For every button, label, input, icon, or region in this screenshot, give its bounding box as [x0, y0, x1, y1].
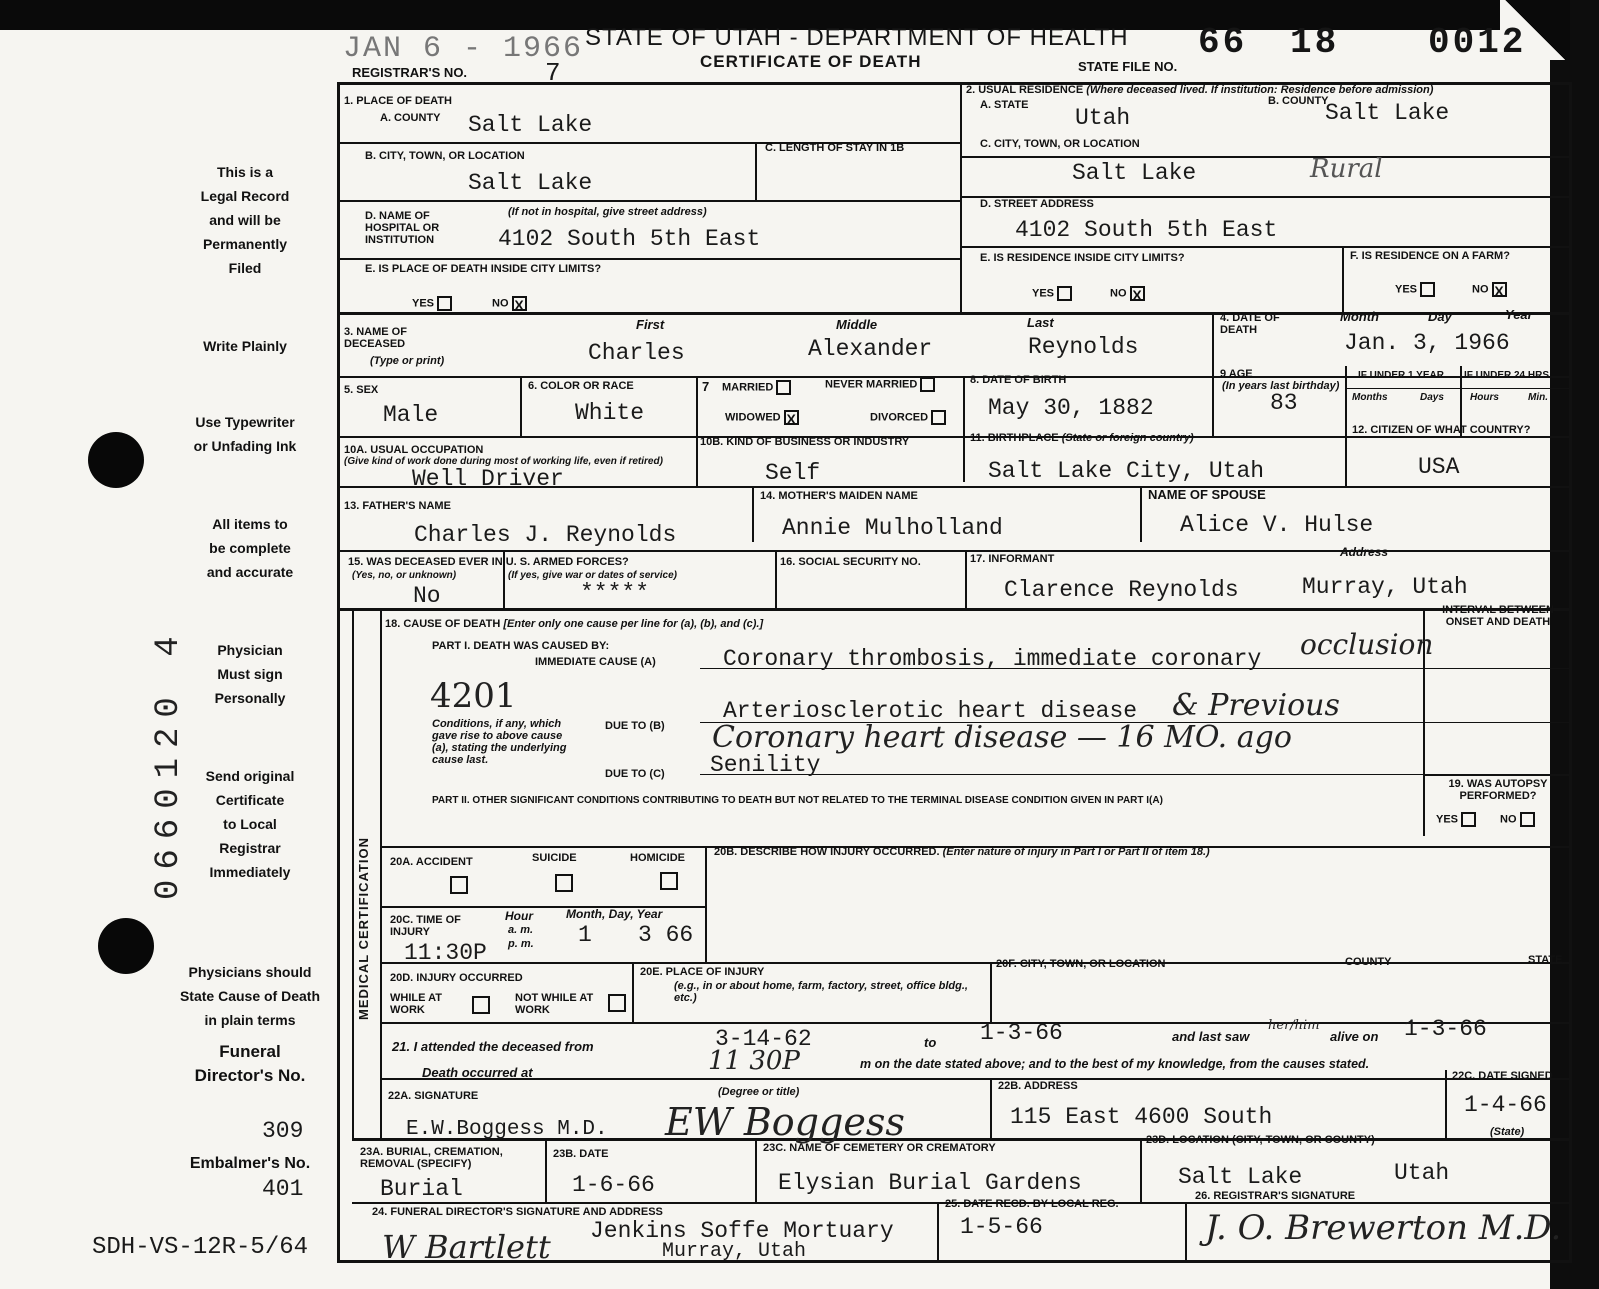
alive-on-value: 1-3-66 — [1404, 1016, 1487, 1042]
injury-date-value: 3 66 — [638, 922, 694, 948]
autopsy-no: NO — [1500, 812, 1535, 827]
first-name-value: Charles — [588, 340, 685, 366]
label-hour: Hour — [505, 909, 533, 923]
farm-no-checkbox[interactable]: X — [1492, 282, 1507, 297]
dob-value: May 30, 1882 — [988, 395, 1154, 421]
res-inside-no-checkbox[interactable]: X — [1130, 286, 1145, 301]
informant-value: Clarence Reynolds — [1004, 577, 1239, 603]
label-cemetery: 23C. NAME OF CEMETERY OR CREMATORY — [763, 1142, 996, 1154]
label-not-while-work: NOT WHILE AT WORK — [515, 992, 594, 1017]
farm-no: NO X — [1472, 282, 1507, 297]
cause-b-value: Arteriosclerotic heart disease — [723, 698, 1138, 724]
death-city-value: Salt Lake — [468, 170, 593, 196]
race-value: White — [575, 400, 645, 426]
grid-line — [380, 1022, 1572, 1024]
residence-state-value: Utah — [1075, 105, 1131, 131]
death-county-value: Salt Lake — [468, 112, 593, 138]
label-age: 9 AGE — [1220, 368, 1253, 380]
attended-from-value: 3-14-62 — [715, 1026, 812, 1052]
form-number: SDH-VS-12R-5/64 — [92, 1234, 309, 1261]
state-file-part-c: 0012 — [1428, 22, 1527, 63]
label-usual-residence: 2. USUAL RESIDENCE (Where deceased lived. If institution: Residence before admission) — [966, 84, 1434, 96]
label-hospital-note: (If not in hospital, give street address) — [508, 206, 707, 218]
grid-line — [1345, 388, 1572, 389]
label-name-deceased: 3. NAME OF DECEASED — [344, 326, 407, 351]
grid-line — [380, 608, 382, 1138]
middle-name-value: Alexander — [808, 336, 933, 362]
last-name-value: Reynolds — [1028, 334, 1139, 360]
grid-line — [1342, 246, 1344, 312]
label-address: 22B. ADDRESS — [998, 1080, 1078, 1092]
label-under-1-year: IF UNDER 1 YEAR — [1358, 370, 1444, 381]
label-informant: 17. INFORMANT — [970, 553, 1055, 565]
autopsy-yes: YES — [1436, 812, 1476, 827]
punch-hole-bottom — [98, 918, 154, 974]
grid-line — [990, 962, 992, 1022]
time-of-death-value: 11:30P — [404, 940, 487, 966]
date-of-death-value: Jan. 3, 1966 — [1344, 330, 1510, 356]
label-day: Day — [1428, 309, 1452, 324]
label-min: Min. — [1528, 392, 1548, 403]
grid-line — [755, 1138, 757, 1202]
burial-city-value: Salt Lake — [1178, 1164, 1303, 1190]
homicide-checkbox[interactable] — [660, 872, 678, 890]
label-middle: Middle — [836, 317, 878, 332]
disposition-value: Burial — [380, 1176, 463, 1202]
label-occupation-note: (Give kind of work done during most of working life, even if retired) — [344, 456, 663, 467]
label-spouse: NAME OF SPOUSE — [1148, 487, 1266, 502]
typewriter-note: Use Typewriter or Unfading Ink — [193, 414, 297, 454]
vertical-serial-number: 0660120 4 — [150, 626, 188, 900]
injury-month-value: 1 — [578, 922, 592, 948]
cemetery-value: Elysian Burial Gardens — [778, 1170, 1082, 1196]
label-res-city: C. CITY, TOWN, OR LOCATION — [980, 138, 1140, 150]
label-injury-city: 20F. CITY, TOWN, OR LOCATION — [996, 958, 1166, 970]
label-cause-of-death: 18. CAUSE OF DEATH [Enter only one cause per line for (a), (b), and (c).] — [385, 618, 764, 630]
registrar-number: 7 — [545, 58, 561, 88]
label-last: Last — [1027, 315, 1054, 330]
label-mdy: Month, Day, Year — [566, 907, 663, 921]
label-to: to — [924, 1035, 937, 1050]
label-part-1: PART I. DEATH WAS CAUSED BY: — [432, 640, 610, 652]
label-registrar-signature: 26. REGISTRAR'S SIGNATURE — [1195, 1190, 1356, 1202]
label-autopsy: 19. WAS AUTOPSY PERFORMED? — [1448, 778, 1548, 803]
grid-line — [696, 376, 698, 436]
label-under-24-hrs: IF UNDER 24 HRS. — [1464, 370, 1552, 381]
cause-b-handwritten: & Previous — [1172, 688, 1340, 723]
grid-line — [337, 436, 1572, 438]
widowed-option: WIDOWED X — [725, 410, 799, 425]
death-inside-yes: YES — [412, 296, 452, 311]
label-farm: F. IS RESIDENCE ON A FARM? — [1350, 250, 1510, 262]
while-work-checkbox[interactable] — [472, 996, 490, 1014]
burial-date-value: 1-6-66 — [572, 1172, 655, 1198]
not-while-work-checkbox[interactable] — [608, 994, 626, 1012]
grid-line — [337, 608, 1572, 611]
residence-rural-note: Rural — [1310, 154, 1383, 184]
married-option: MARRIED — [722, 380, 791, 395]
grid-line — [937, 1202, 939, 1263]
label-marital: 7 — [702, 379, 710, 394]
label-month: Month — [1340, 309, 1379, 324]
label-death-occurred-at: Death occurred at — [422, 1065, 533, 1080]
grid-line — [337, 200, 960, 202]
state-file-label: STATE FILE NO. — [1078, 59, 1178, 74]
label-disposition: 23A. BURIAL, CREMATION, REMOVAL (SPECIFY) — [360, 1146, 503, 1171]
label-describe-injury: 20B. DESCRIBE HOW INJURY OCCURRED. (Enter nature of injury in Part I or Part II of item 18.) — [714, 846, 1210, 858]
grid-line — [1212, 366, 1214, 436]
cause-code: 4201 — [430, 676, 517, 716]
label-certification-statement: m on the date stated above; and to the best of my knowledge, from the causes stated. — [860, 1057, 1370, 1071]
grid-line — [963, 376, 965, 482]
grid-line — [1423, 722, 1572, 723]
state-file-part-a: 66 — [1198, 22, 1248, 63]
label-am: a. m. — [508, 924, 534, 936]
her-him-circled: her/him — [1268, 1018, 1320, 1033]
death-inside-yes-checkbox[interactable] — [437, 296, 452, 311]
label-year: Year — [1505, 307, 1533, 322]
age-value: 83 — [1270, 390, 1298, 416]
label-pm: p. m. — [508, 938, 534, 950]
label-state-abbrev: (State) — [1490, 1126, 1525, 1138]
label-dob: 8. DATE OF BIRTH — [970, 374, 1067, 386]
grid-line — [380, 962, 1572, 964]
grid-line — [632, 962, 634, 1022]
mortuary-value: Jenkins Soffe Mortuary — [590, 1218, 894, 1244]
label-hours: Hours — [1470, 392, 1499, 403]
label-type-print: (Type or print) — [370, 355, 445, 367]
label-injury-county: COUNTY — [1345, 956, 1392, 968]
burial-state-value: Utah — [1394, 1160, 1450, 1186]
grid-line — [960, 246, 1572, 248]
complete-note: All items to be complete and accurate — [206, 516, 294, 580]
date-signed-value: 1-4-66 — [1464, 1092, 1547, 1118]
label-ssn: 16. SOCIAL SECURITY NO. — [780, 556, 921, 568]
accident-checkbox[interactable] — [450, 876, 468, 894]
label-place-of-injury: 20E. PLACE OF INJURY — [640, 966, 765, 978]
grid-line — [960, 156, 1572, 158]
label-street: D. STREET ADDRESS — [980, 198, 1094, 210]
date-received-value: 1-5-66 — [960, 1214, 1043, 1240]
informant-address-value: Murray, Utah — [1302, 574, 1468, 600]
grid-line — [752, 486, 754, 542]
label-attended: 21. I attended the deceased from — [392, 1039, 594, 1054]
married-checkbox[interactable] — [776, 380, 791, 395]
label-burial-date: 23B. DATE — [553, 1148, 609, 1160]
grid-line — [1445, 1070, 1447, 1138]
physicians-should-note: Physicians should State Cause of Death in plain terms — [179, 964, 321, 1028]
certificate-title: CERTIFICATE OF DEATH — [700, 52, 922, 71]
death-inside-no-checkbox[interactable]: X — [512, 296, 527, 311]
mortuary-city-value: Murray, Utah — [662, 1240, 807, 1263]
service-value: ***** — [580, 580, 650, 606]
label-mother: 14. MOTHER'S MAIDEN NAME — [760, 490, 918, 502]
sex-value: Male — [383, 402, 439, 428]
autopsy-no-checkbox[interactable] — [1520, 812, 1535, 827]
punch-hole-top — [88, 432, 144, 488]
res-inside-no: NO X — [1110, 286, 1145, 301]
residence-street-value: 4102 South 5th East — [1015, 217, 1278, 243]
funeral-director-signature: W Bartlett — [382, 1228, 551, 1266]
grid-line — [520, 376, 522, 436]
father-value: Charles J. Reynolds — [414, 522, 677, 548]
armed-forces-value: No — [413, 583, 441, 609]
citizen-value: USA — [1418, 454, 1460, 480]
cause-a-handwritten: occlusion — [1300, 628, 1434, 661]
divorced-checkbox[interactable] — [931, 410, 946, 425]
business-value: Self — [765, 460, 821, 486]
label-res-county: B. COUNTY — [1268, 95, 1329, 107]
mother-value: Annie Mulholland — [782, 515, 1003, 541]
received-date-stamp: JAN 6 - 1966 — [343, 32, 584, 66]
occupation-value: Well Driver — [412, 466, 564, 492]
label-citizen: 12. CITIZEN OF WHAT COUNTRY? — [1352, 424, 1531, 436]
physician-name-value: E.W.Boggess M.D. — [406, 1118, 608, 1141]
label-informant-address: Address — [1340, 545, 1389, 559]
embalmer-label: Embalmer's No. — [189, 1155, 311, 1172]
label-res-inside-city: E. IS RESIDENCE INSIDE CITY LIMITS? — [980, 252, 1185, 264]
label-due-to-c: DUE TO (C) — [605, 768, 665, 780]
label-armed-note-2: (If yes, give war or dates of service) — [508, 570, 677, 581]
label-accident: 20A. ACCIDENT — [390, 856, 473, 868]
label-date-signed: 22C. DATE SIGNED — [1452, 1070, 1553, 1082]
res-inside-yes-checkbox[interactable] — [1057, 286, 1072, 301]
label-burial-location: 23D. LOCATION (CITY, TOWN, OR COUNTY) — [1146, 1134, 1375, 1146]
widowed-checkbox[interactable]: X — [784, 410, 799, 425]
cause-b2-handwritten: Coronary heart disease — 16 MO. ago — [712, 720, 1292, 755]
grid-line — [965, 550, 967, 610]
grid-line — [755, 142, 757, 200]
never-married-checkbox[interactable] — [920, 377, 935, 392]
label-length-of-stay: C. LENGTH OF STAY IN 1B — [765, 142, 905, 154]
legal-record-note: This is a Legal Record and will be Permanently Filed — [200, 164, 290, 276]
label-alive-on: alive on — [1330, 1029, 1379, 1044]
death-inside-no: NO X — [492, 296, 527, 311]
label-last-saw: and last saw — [1172, 1029, 1250, 1044]
label-state: A. STATE — [980, 99, 1029, 111]
never-married-option: NEVER MARRIED — [825, 377, 935, 392]
grid-line — [1140, 1138, 1142, 1202]
hospital-value: 4102 South 5th East — [498, 226, 761, 252]
physician-address-value: 115 East 4600 South — [1010, 1104, 1273, 1130]
spouse-value: Alice V. Hulse — [1180, 512, 1374, 538]
registrar-label: REGISTRAR'S NO. — [352, 65, 468, 80]
label-age-note: (In years last birthday) — [1222, 380, 1340, 392]
death-time-handwritten: 11 30P — [708, 1046, 800, 1076]
grid-line — [337, 258, 960, 260]
cause-c-value: Senility — [710, 752, 821, 778]
label-signature: 22A. SIGNATURE — [388, 1090, 479, 1102]
label-place-of-death: 1. PLACE OF DEATH — [344, 95, 452, 107]
residence-city-value: Salt Lake — [1072, 160, 1197, 186]
label-date-of-death: 4. DATE OF DEATH — [1220, 312, 1280, 337]
label-occupation: 10A. USUAL OCCUPATION — [344, 444, 484, 456]
birthplace-value: Salt Lake City, Utah — [988, 458, 1265, 484]
state-file-part-b: 18 — [1290, 22, 1340, 63]
grid-line — [545, 1138, 547, 1202]
label-armed-note-1: (Yes, no, or unknown) — [352, 570, 457, 581]
label-armed-forces: 15. WAS DECEASED EVER IN U. S. ARMED FORCES? — [348, 556, 629, 568]
funeral-director-number: 309 — [262, 1118, 304, 1144]
label-immediate-cause: IMMEDIATE CAUSE (A) — [535, 656, 656, 668]
label-hospital: D. NAME OF HOSPITAL OR INSTITUTION — [365, 210, 440, 247]
label-inside-city: E. IS PLACE OF DEATH INSIDE CITY LIMITS? — [365, 263, 602, 275]
embalmer-number: 401 — [262, 1176, 304, 1202]
grid-line — [990, 1078, 992, 1138]
label-time-of-injury: 20C. TIME OF INJURY — [390, 914, 461, 939]
farm-yes: YES — [1395, 282, 1435, 297]
form-title: STATE OF UTAH - DEPARTMENT OF HEALTH — [585, 24, 1129, 51]
label-place-injury-note: (e.g., in or about home, farm, factory, street, office bldg., etc.) — [674, 980, 968, 1005]
medical-certification-label: MEDICAL CERTIFICATION — [356, 836, 371, 1020]
farm-yes-checkbox[interactable] — [1420, 282, 1435, 297]
label-months: Months — [1352, 392, 1388, 403]
label-birthplace: 11. BIRTHPLACE (State or foreign country) — [970, 432, 1194, 444]
residence-county-value: Salt Lake — [1325, 100, 1450, 126]
label-degree: (Degree or title) — [718, 1086, 800, 1098]
grid-line — [1423, 774, 1572, 776]
label-days: Days — [1420, 392, 1444, 403]
suicide-checkbox[interactable] — [555, 874, 573, 892]
grid-line — [705, 846, 707, 962]
label-first: First — [636, 317, 665, 332]
autopsy-yes-checkbox[interactable] — [1461, 812, 1476, 827]
label-race: 6. COLOR OR RACE — [528, 380, 634, 392]
res-inside-yes: YES — [1032, 286, 1072, 301]
grid-line — [1185, 1202, 1187, 1263]
label-interval: INTERVAL BETWEEN ONSET AND DEATH — [1442, 604, 1554, 629]
label-due-to-b: DUE TO (B) — [605, 720, 665, 732]
grid-line — [1423, 668, 1572, 669]
grid-line — [352, 608, 354, 1138]
grid-line — [380, 1078, 1572, 1080]
label-suicide: SUICIDE — [532, 852, 577, 864]
label-county: A. COUNTY — [380, 112, 441, 124]
funeral-director-label: Funeral Director's No. — [194, 1042, 306, 1085]
label-sex: 5. SEX — [344, 384, 379, 396]
label-funeral-director: 24. FUNERAL DIRECTOR'S SIGNATURE AND ADDRESS — [372, 1206, 663, 1218]
send-original-note: Send original Certificate to Local Registrar Immediately — [205, 768, 295, 880]
label-father: 13. FATHER'S NAME — [344, 500, 451, 512]
registrar-signature: J. O. Brewerton M.D. — [1205, 1208, 1562, 1248]
physician-signature: EW Boggess — [665, 1100, 905, 1144]
grid-line — [960, 82, 962, 314]
label-injury-state: STATE — [1528, 954, 1563, 966]
label-part-2: PART II. OTHER SIGNIFICANT CONDITIONS CONTRIBUTING TO DEATH BUT NOT RELATED TO THE TERMINAL DISEASE CONDITION GIVEN IN PART I(A) — [432, 795, 1163, 806]
grid-line — [1140, 486, 1142, 542]
label-date-received: 25. DATE RECD. BY LOCAL REG. — [945, 1198, 1119, 1210]
label-homicide: HOMICIDE — [630, 852, 685, 864]
label-business: 10B. KIND OF BUSINESS OR INDUSTRY — [700, 436, 910, 448]
grid-line — [775, 550, 777, 610]
label-conditions: Conditions, if any, which gave rise to above cause (a), stating the underlying cause last. — [432, 718, 567, 767]
label-injury-occurred: 20D. INJURY OCCURRED — [390, 972, 523, 984]
cause-a-value: Coronary thrombosis, immediate coronary — [723, 646, 1262, 672]
write-plainly-note: Write Plainly — [203, 338, 287, 354]
physician-sign-note: Physician Must sign Personally — [214, 642, 286, 706]
attended-to-value: 1-3-66 — [980, 1020, 1063, 1046]
divorced-option: DIVORCED — [870, 410, 946, 425]
grid-line — [696, 436, 698, 486]
label-while-work: WHILE AT WORK — [390, 992, 442, 1017]
label-city: B. CITY, TOWN, OR LOCATION — [365, 150, 525, 162]
grid-line — [1345, 420, 1347, 486]
